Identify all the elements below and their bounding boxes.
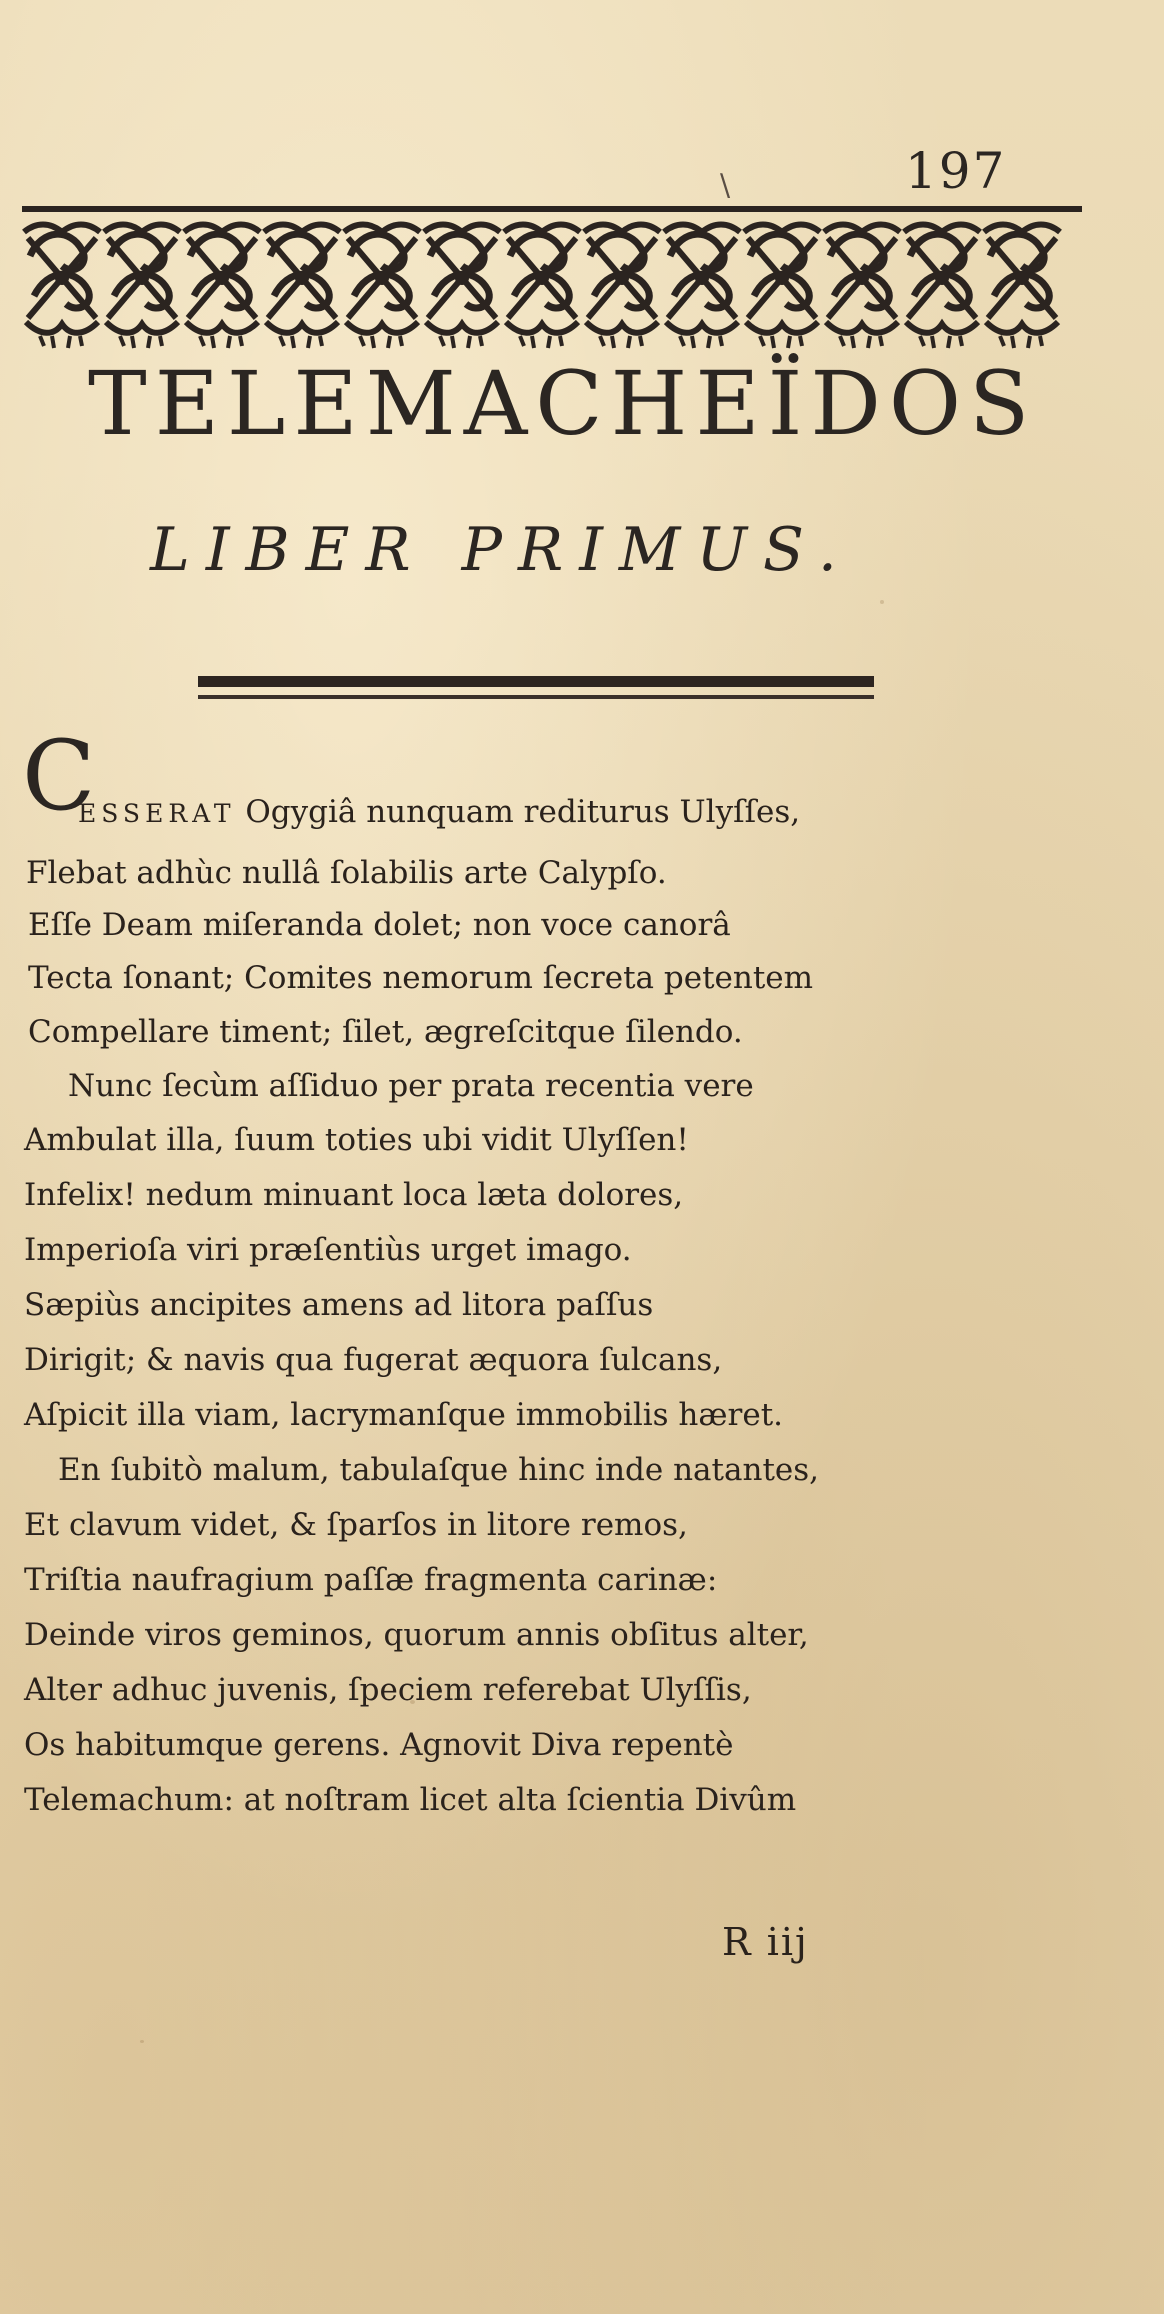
signature-mark: R iij — [722, 1920, 809, 1964]
verse-line: En ſubitò malum, tabulaſque hinc inde natantes, — [58, 1452, 820, 1488]
verse-line: Ambulat illa, ſuum toties ubi vidit Ulyſſen! — [24, 1122, 689, 1158]
verse-line: Flebat adhùc nullâ ſolabilis arte Calypſo. — [26, 855, 667, 891]
verse-line: Triſtia naufragium paſſæ fragmenta carinæ: — [24, 1562, 718, 1598]
line-continuation: Ogygiâ nunquam rediturus Ulyſſes, — [235, 794, 801, 830]
smallcaps-lead: ESSERAT — [78, 799, 236, 828]
verse-line: Dirigit; & navis qua fugerat æquora ſulcans, — [24, 1342, 723, 1378]
page-title: TELEMACHEÏDOS — [88, 352, 1038, 455]
drop-cap: C — [22, 720, 96, 832]
verse-line: Alter adhuc juvenis, ſpeciem referebat Ulyſſis, — [24, 1672, 752, 1708]
verse-line: Aſpicit illa viam, lacrymanſque immobilis hæret. — [24, 1397, 784, 1433]
verse-line: Os habitumque gerens. Agnovit Diva repentè — [24, 1727, 734, 1763]
verse-line: Compellare timent; ſilet, ægreſcitque ſilendo. — [28, 1014, 743, 1050]
verse-line: Imperioſa viri præſentiùs urget imago. — [24, 1232, 632, 1268]
verse-line: Infelix! nedum minuant loca læta dolores, — [24, 1177, 684, 1213]
page-number: 197 — [905, 142, 1007, 200]
verse-line: Eſſe Deam miſeranda dolet; non voce canorâ — [28, 907, 731, 943]
verse-line: Et clavum videt, & ſparſos in litore remos, — [24, 1507, 688, 1543]
verse-line — [78, 794, 801, 830]
verse-line: Nunc ſecùm aſſiduo per prata recentia vere — [68, 1068, 754, 1104]
stray-mark: \ — [720, 168, 731, 203]
verse-line: Tecta ſonant; Comites nemorum ſecreta petentem — [28, 960, 814, 996]
verse-line: Sæpiùs ancipites amens ad litora paſſus — [24, 1287, 654, 1323]
book-subtitle: LIBER PRIMUS. — [150, 515, 853, 585]
verse-line: Deinde viros geminos, quorum annis obſitus alter, — [24, 1617, 809, 1653]
verse-line: Telemachum: at noſtram licet alta ſcientia Divûm — [24, 1782, 797, 1818]
